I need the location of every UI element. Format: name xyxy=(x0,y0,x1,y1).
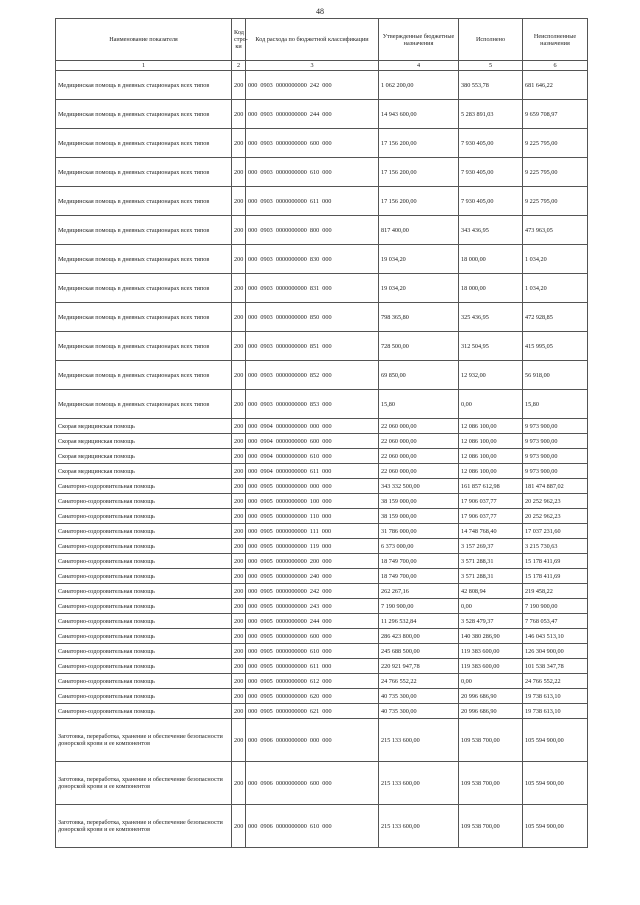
line-code-cell: 200 xyxy=(232,361,246,390)
unexecuted-amount-cell: 219 458,22 xyxy=(523,584,588,599)
line-code-cell: 200 xyxy=(232,719,246,762)
indicator-name-cell: Санаторно-оздоровительная помощь xyxy=(56,539,232,554)
column-number: 2 xyxy=(232,61,246,71)
line-code-cell: 200 xyxy=(232,644,246,659)
budget-code-cell: 000 0905 0000000000 620 000 xyxy=(246,689,379,704)
unexecuted-amount-cell: 15,80 xyxy=(523,390,588,419)
unexecuted-amount-cell: 9 973 900,00 xyxy=(523,449,588,464)
indicator-name-cell: Медицинская помощь в дневных стационарах всех типов xyxy=(56,71,232,100)
unexecuted-amount-cell: 9 225 795,00 xyxy=(523,187,588,216)
indicator-name-cell: Скорая медицинская помощь xyxy=(56,449,232,464)
unexecuted-amount-cell: 181 474 887,02 xyxy=(523,479,588,494)
indicator-name-cell: Заготовка, переработка, хранение и обеспечение безопасности донорской крови и ее компонентов xyxy=(56,762,232,805)
indicator-name-cell: Медицинская помощь в дневных стационарах всех типов xyxy=(56,390,232,419)
budget-code-cell: 000 0903 0000000000 600 000 xyxy=(246,129,379,158)
indicator-name-cell: Санаторно-оздоровительная помощь xyxy=(56,494,232,509)
executed-amount-cell: 18 000,00 xyxy=(459,274,523,303)
approved-amount-cell: 38 159 000,00 xyxy=(379,509,459,524)
executed-amount-cell: 119 383 600,00 xyxy=(459,659,523,674)
indicator-name-cell: Санаторно-оздоровительная помощь xyxy=(56,569,232,584)
unexecuted-amount-cell: 473 963,05 xyxy=(523,216,588,245)
executed-amount-cell: 7 930 405,00 xyxy=(459,129,523,158)
unexecuted-amount-cell: 9 225 795,00 xyxy=(523,129,588,158)
executed-amount-cell: 7 930 405,00 xyxy=(459,187,523,216)
table-row xyxy=(56,569,588,584)
budget-code-cell: 000 0906 0000000000 000 000 xyxy=(246,719,379,762)
approved-amount-cell: 245 688 500,00 xyxy=(379,644,459,659)
line-code-cell: 200 xyxy=(232,704,246,719)
table-row xyxy=(56,129,588,158)
indicator-name-cell: Медицинская помощь в дневных стационарах всех типов xyxy=(56,245,232,274)
budget-code-cell: 000 0904 0000000000 600 000 xyxy=(246,434,379,449)
line-code-cell: 200 xyxy=(232,464,246,479)
unexecuted-amount-cell: 146 043 513,10 xyxy=(523,629,588,644)
line-code-cell: 200 xyxy=(232,71,246,100)
table-row xyxy=(56,332,588,361)
table-row xyxy=(56,303,588,332)
executed-amount-cell: 14 748 768,40 xyxy=(459,524,523,539)
unexecuted-amount-cell: 20 252 962,23 xyxy=(523,509,588,524)
executed-amount-cell: 7 930 405,00 xyxy=(459,158,523,187)
line-code-cell: 200 xyxy=(232,187,246,216)
table-row xyxy=(56,390,588,419)
executed-amount-cell: 3 571 288,31 xyxy=(459,554,523,569)
budget-code-cell: 000 0903 0000000000 831 000 xyxy=(246,274,379,303)
approved-amount-cell: 19 034,20 xyxy=(379,245,459,274)
table-row xyxy=(56,629,588,644)
budget-code-cell: 000 0905 0000000000 600 000 xyxy=(246,629,379,644)
budget-code-cell: 000 0903 0000000000 242 000 xyxy=(246,71,379,100)
budget-code-cell: 000 0905 0000000000 240 000 xyxy=(246,569,379,584)
budget-code-cell: 000 0904 0000000000 000 000 xyxy=(246,419,379,434)
executed-amount-cell: 380 553,78 xyxy=(459,71,523,100)
unexecuted-amount-cell: 9 973 900,00 xyxy=(523,464,588,479)
approved-amount-cell: 31 786 000,00 xyxy=(379,524,459,539)
budget-code-cell: 000 0905 0000000000 242 000 xyxy=(246,584,379,599)
table-row xyxy=(56,704,588,719)
line-code-cell: 200 xyxy=(232,332,246,361)
approved-amount-cell: 798 365,80 xyxy=(379,303,459,332)
line-code-cell: 200 xyxy=(232,524,246,539)
budget-code-cell: 000 0905 0000000000 200 000 xyxy=(246,554,379,569)
executed-amount-cell: 12 086 100,00 xyxy=(459,419,523,434)
indicator-name-cell: Скорая медицинская помощь xyxy=(56,419,232,434)
table-row xyxy=(56,187,588,216)
unexecuted-amount-cell: 101 538 347,78 xyxy=(523,659,588,674)
column-number: 6 xyxy=(523,61,588,71)
approved-amount-cell: 220 921 947,78 xyxy=(379,659,459,674)
unexecuted-amount-cell: 1 034,20 xyxy=(523,245,588,274)
budget-execution-table xyxy=(55,18,588,848)
column-number: 3 xyxy=(246,61,379,71)
approved-amount-cell: 17 156 200,00 xyxy=(379,187,459,216)
page-number: 48 xyxy=(316,7,324,16)
table-body xyxy=(56,71,588,848)
table-row xyxy=(56,539,588,554)
header-indicator-name: Наименование показателя xyxy=(56,19,232,61)
unexecuted-amount-cell: 19 738 613,10 xyxy=(523,689,588,704)
budget-code-cell: 000 0905 0000000000 243 000 xyxy=(246,599,379,614)
indicator-name-cell: Санаторно-оздоровительная помощь xyxy=(56,584,232,599)
approved-amount-cell: 15,80 xyxy=(379,390,459,419)
line-code-cell: 200 xyxy=(232,659,246,674)
table-row xyxy=(56,245,588,274)
header-approved: Утвержденные бюджетные назначения xyxy=(379,19,459,61)
unexecuted-amount-cell: 24 766 552,22 xyxy=(523,674,588,689)
budget-code-cell: 000 0905 0000000000 119 000 xyxy=(246,539,379,554)
executed-amount-cell: 0,00 xyxy=(459,390,523,419)
line-code-cell: 200 xyxy=(232,479,246,494)
line-code-cell: 200 xyxy=(232,449,246,464)
unexecuted-amount-cell: 105 594 900,00 xyxy=(523,805,588,848)
budget-code-cell: 000 0903 0000000000 830 000 xyxy=(246,245,379,274)
executed-amount-cell: 5 283 891,03 xyxy=(459,100,523,129)
executed-amount-cell: 17 906 037,77 xyxy=(459,494,523,509)
unexecuted-amount-cell: 9 659 708,97 xyxy=(523,100,588,129)
executed-amount-cell: 3 528 479,37 xyxy=(459,614,523,629)
budget-code-cell: 000 0905 0000000000 611 000 xyxy=(246,659,379,674)
indicator-name-cell: Заготовка, переработка, хранение и обеспечение безопасности донорской крови и ее компонентов xyxy=(56,805,232,848)
line-code-cell: 200 xyxy=(232,584,246,599)
executed-amount-cell: 20 996 686,90 xyxy=(459,689,523,704)
approved-amount-cell: 7 190 900,00 xyxy=(379,599,459,614)
line-code-cell: 200 xyxy=(232,629,246,644)
approved-amount-cell: 728 500,00 xyxy=(379,332,459,361)
executed-amount-cell: 12 086 100,00 xyxy=(459,434,523,449)
line-code-cell: 200 xyxy=(232,494,246,509)
table-row xyxy=(56,464,588,479)
column-number: 4 xyxy=(379,61,459,71)
unexecuted-amount-cell: 105 594 900,00 xyxy=(523,719,588,762)
budget-code-cell: 000 0903 0000000000 611 000 xyxy=(246,187,379,216)
indicator-name-cell: Медицинская помощь в дневных стационарах всех типов xyxy=(56,158,232,187)
indicator-name-cell: Санаторно-оздоровительная помощь xyxy=(56,479,232,494)
executed-amount-cell: 3 157 269,37 xyxy=(459,539,523,554)
table-row xyxy=(56,449,588,464)
indicator-name-cell: Медицинская помощь в дневных стационарах всех типов xyxy=(56,274,232,303)
budget-code-cell: 000 0905 0000000000 244 000 xyxy=(246,614,379,629)
unexecuted-amount-cell: 15 178 411,69 xyxy=(523,569,588,584)
unexecuted-amount-cell: 126 304 900,00 xyxy=(523,644,588,659)
line-code-cell: 200 xyxy=(232,158,246,187)
budget-code-cell: 000 0903 0000000000 851 000 xyxy=(246,332,379,361)
indicator-name-cell: Санаторно-оздоровительная помощь xyxy=(56,674,232,689)
indicator-name-cell: Скорая медицинская помощь xyxy=(56,434,232,449)
table-row xyxy=(56,805,588,848)
budget-code-cell: 000 0903 0000000000 853 000 xyxy=(246,390,379,419)
approved-amount-cell: 40 735 300,00 xyxy=(379,689,459,704)
executed-amount-cell: 140 380 286,90 xyxy=(459,629,523,644)
table-row xyxy=(56,419,588,434)
unexecuted-amount-cell: 415 995,05 xyxy=(523,332,588,361)
table-row xyxy=(56,584,588,599)
budget-code-cell: 000 0903 0000000000 800 000 xyxy=(246,216,379,245)
approved-amount-cell: 19 034,20 xyxy=(379,274,459,303)
indicator-name-cell: Медицинская помощь в дневных стационарах всех типов xyxy=(56,303,232,332)
executed-amount-cell: 3 571 288,31 xyxy=(459,569,523,584)
approved-amount-cell: 286 423 800,00 xyxy=(379,629,459,644)
approved-amount-cell: 6 373 000,00 xyxy=(379,539,459,554)
line-code-cell: 200 xyxy=(232,762,246,805)
indicator-name-cell: Санаторно-оздоровительная помощь xyxy=(56,629,232,644)
executed-amount-cell: 18 000,00 xyxy=(459,245,523,274)
approved-amount-cell: 17 156 200,00 xyxy=(379,158,459,187)
budget-code-cell: 000 0905 0000000000 110 000 xyxy=(246,509,379,524)
table-row xyxy=(56,494,588,509)
line-code-cell: 200 xyxy=(232,674,246,689)
approved-amount-cell: 22 060 000,00 xyxy=(379,419,459,434)
header-unexecuted: Неисполненные назначения xyxy=(523,19,588,61)
approved-amount-cell: 40 735 300,00 xyxy=(379,704,459,719)
executed-amount-cell: 12 086 100,00 xyxy=(459,464,523,479)
indicator-name-cell: Санаторно-оздоровительная помощь xyxy=(56,689,232,704)
approved-amount-cell: 215 133 600,00 xyxy=(379,805,459,848)
executed-amount-cell: 0,00 xyxy=(459,674,523,689)
indicator-name-cell: Медицинская помощь в дневных стационарах всех типов xyxy=(56,361,232,390)
indicator-name-cell: Медицинская помощь в дневных стационарах всех типов xyxy=(56,216,232,245)
budget-code-cell: 000 0905 0000000000 621 000 xyxy=(246,704,379,719)
unexecuted-amount-cell: 105 594 900,00 xyxy=(523,762,588,805)
budget-code-cell: 000 0906 0000000000 600 000 xyxy=(246,762,379,805)
executed-amount-cell: 109 538 700,00 xyxy=(459,805,523,848)
table-row xyxy=(56,614,588,629)
table-row xyxy=(56,158,588,187)
unexecuted-amount-cell: 472 928,85 xyxy=(523,303,588,332)
indicator-name-cell: Скорая медицинская помощь xyxy=(56,464,232,479)
executed-amount-cell: 312 504,95 xyxy=(459,332,523,361)
column-number: 5 xyxy=(459,61,523,71)
table-row xyxy=(56,100,588,129)
unexecuted-amount-cell: 19 738 613,10 xyxy=(523,704,588,719)
header-line-code: Код стро-ки xyxy=(232,19,246,61)
unexecuted-amount-cell: 20 252 962,23 xyxy=(523,494,588,509)
table-row xyxy=(56,509,588,524)
unexecuted-amount-cell: 15 178 411,69 xyxy=(523,554,588,569)
indicator-name-cell: Санаторно-оздоровительная помощь xyxy=(56,614,232,629)
table-row xyxy=(56,479,588,494)
unexecuted-amount-cell: 7 768 053,47 xyxy=(523,614,588,629)
line-code-cell: 200 xyxy=(232,216,246,245)
table-row xyxy=(56,71,588,100)
header-numbers-row xyxy=(56,61,588,71)
budget-code-cell: 000 0905 0000000000 610 000 xyxy=(246,644,379,659)
approved-amount-cell: 24 766 552,22 xyxy=(379,674,459,689)
approved-amount-cell: 1 062 200,00 xyxy=(379,71,459,100)
approved-amount-cell: 14 943 600,00 xyxy=(379,100,459,129)
executed-amount-cell: 109 538 700,00 xyxy=(459,762,523,805)
unexecuted-amount-cell: 3 215 730,63 xyxy=(523,539,588,554)
approved-amount-cell: 343 332 500,00 xyxy=(379,479,459,494)
approved-amount-cell: 17 156 200,00 xyxy=(379,129,459,158)
approved-amount-cell: 22 060 000,00 xyxy=(379,449,459,464)
line-code-cell: 200 xyxy=(232,689,246,704)
line-code-cell: 200 xyxy=(232,245,246,274)
approved-amount-cell: 38 159 000,00 xyxy=(379,494,459,509)
indicator-name-cell: Санаторно-оздоровительная помощь xyxy=(56,704,232,719)
executed-amount-cell: 343 436,95 xyxy=(459,216,523,245)
line-code-cell: 200 xyxy=(232,554,246,569)
indicator-name-cell: Санаторно-оздоровительная помощь xyxy=(56,509,232,524)
executed-amount-cell: 12 086 100,00 xyxy=(459,449,523,464)
line-code-cell: 200 xyxy=(232,274,246,303)
table-row xyxy=(56,361,588,390)
approved-amount-cell: 22 060 000,00 xyxy=(379,464,459,479)
line-code-cell: 200 xyxy=(232,805,246,848)
line-code-cell: 200 xyxy=(232,569,246,584)
executed-amount-cell: 42 808,94 xyxy=(459,584,523,599)
approved-amount-cell: 69 850,00 xyxy=(379,361,459,390)
indicator-name-cell: Санаторно-оздоровительная помощь xyxy=(56,524,232,539)
indicator-name-cell: Заготовка, переработка, хранение и обеспечение безопасности донорской крови и ее компонентов xyxy=(56,719,232,762)
table-row xyxy=(56,689,588,704)
approved-amount-cell: 11 296 532,84 xyxy=(379,614,459,629)
indicator-name-cell: Медицинская помощь в дневных стационарах всех типов xyxy=(56,187,232,216)
unexecuted-amount-cell: 681 646,22 xyxy=(523,71,588,100)
executed-amount-cell: 119 383 600,00 xyxy=(459,644,523,659)
approved-amount-cell: 18 749 700,00 xyxy=(379,554,459,569)
table-row xyxy=(56,434,588,449)
executed-amount-cell: 17 906 037,77 xyxy=(459,509,523,524)
approved-amount-cell: 262 267,16 xyxy=(379,584,459,599)
unexecuted-amount-cell: 7 190 900,00 xyxy=(523,599,588,614)
table-row xyxy=(56,554,588,569)
executed-amount-cell: 325 436,95 xyxy=(459,303,523,332)
line-code-cell: 200 xyxy=(232,509,246,524)
executed-amount-cell: 0,00 xyxy=(459,599,523,614)
table-row xyxy=(56,216,588,245)
budget-code-cell: 000 0905 0000000000 000 000 xyxy=(246,479,379,494)
table-row xyxy=(56,599,588,614)
budget-code-cell: 000 0905 0000000000 111 000 xyxy=(246,524,379,539)
indicator-name-cell: Медицинская помощь в дневных стационарах всех типов xyxy=(56,332,232,361)
budget-code-cell: 000 0905 0000000000 612 000 xyxy=(246,674,379,689)
approved-amount-cell: 18 749 700,00 xyxy=(379,569,459,584)
indicator-name-cell: Медицинская помощь в дневных стационарах всех типов xyxy=(56,100,232,129)
budget-code-cell: 000 0903 0000000000 850 000 xyxy=(246,303,379,332)
approved-amount-cell: 215 133 600,00 xyxy=(379,762,459,805)
indicator-name-cell: Медицинская помощь в дневных стационарах всех типов xyxy=(56,129,232,158)
line-code-cell: 200 xyxy=(232,129,246,158)
budget-code-cell: 000 0903 0000000000 610 000 xyxy=(246,158,379,187)
line-code-cell: 200 xyxy=(232,419,246,434)
indicator-name-cell: Санаторно-оздоровительная помощь xyxy=(56,644,232,659)
line-code-cell: 200 xyxy=(232,539,246,554)
budget-code-cell: 000 0906 0000000000 610 000 xyxy=(246,805,379,848)
indicator-name-cell: Санаторно-оздоровительная помощь xyxy=(56,554,232,569)
header-titles-row xyxy=(56,19,588,61)
table-row xyxy=(56,524,588,539)
unexecuted-amount-cell: 1 034,20 xyxy=(523,274,588,303)
line-code-cell: 200 xyxy=(232,303,246,332)
unexecuted-amount-cell: 9 225 795,00 xyxy=(523,158,588,187)
executed-amount-cell: 12 932,00 xyxy=(459,361,523,390)
budget-code-cell: 000 0905 0000000000 100 000 xyxy=(246,494,379,509)
column-number: 1 xyxy=(56,61,232,71)
approved-amount-cell: 215 133 600,00 xyxy=(379,719,459,762)
budget-code-cell: 000 0904 0000000000 610 000 xyxy=(246,449,379,464)
line-code-cell: 200 xyxy=(232,100,246,129)
line-code-cell: 200 xyxy=(232,599,246,614)
line-code-cell: 200 xyxy=(232,434,246,449)
unexecuted-amount-cell: 9 973 900,00 xyxy=(523,434,588,449)
table-row xyxy=(56,674,588,689)
table-row xyxy=(56,274,588,303)
executed-amount-cell: 109 538 700,00 xyxy=(459,719,523,762)
table-row xyxy=(56,762,588,805)
unexecuted-amount-cell: 9 973 900,00 xyxy=(523,419,588,434)
executed-amount-cell: 20 996 686,90 xyxy=(459,704,523,719)
table-row xyxy=(56,719,588,762)
approved-amount-cell: 22 060 000,00 xyxy=(379,434,459,449)
budget-code-cell: 000 0903 0000000000 852 000 xyxy=(246,361,379,390)
unexecuted-amount-cell: 56 918,00 xyxy=(523,361,588,390)
line-code-cell: 200 xyxy=(232,614,246,629)
table-row xyxy=(56,644,588,659)
approved-amount-cell: 817 400,00 xyxy=(379,216,459,245)
unexecuted-amount-cell: 17 037 231,60 xyxy=(523,524,588,539)
table-row xyxy=(56,659,588,674)
executed-amount-cell: 161 857 612,98 xyxy=(459,479,523,494)
line-code-cell: 200 xyxy=(232,390,246,419)
header-budget-code: Код расхода по бюджетной классификации xyxy=(246,19,379,61)
budget-code-cell: 000 0904 0000000000 611 000 xyxy=(246,464,379,479)
budget-code-cell: 000 0903 0000000000 244 000 xyxy=(246,100,379,129)
indicator-name-cell: Санаторно-оздоровительная помощь xyxy=(56,599,232,614)
header-executed: Исполнено xyxy=(459,19,523,61)
indicator-name-cell: Санаторно-оздоровительная помощь xyxy=(56,659,232,674)
table-header xyxy=(56,19,588,71)
